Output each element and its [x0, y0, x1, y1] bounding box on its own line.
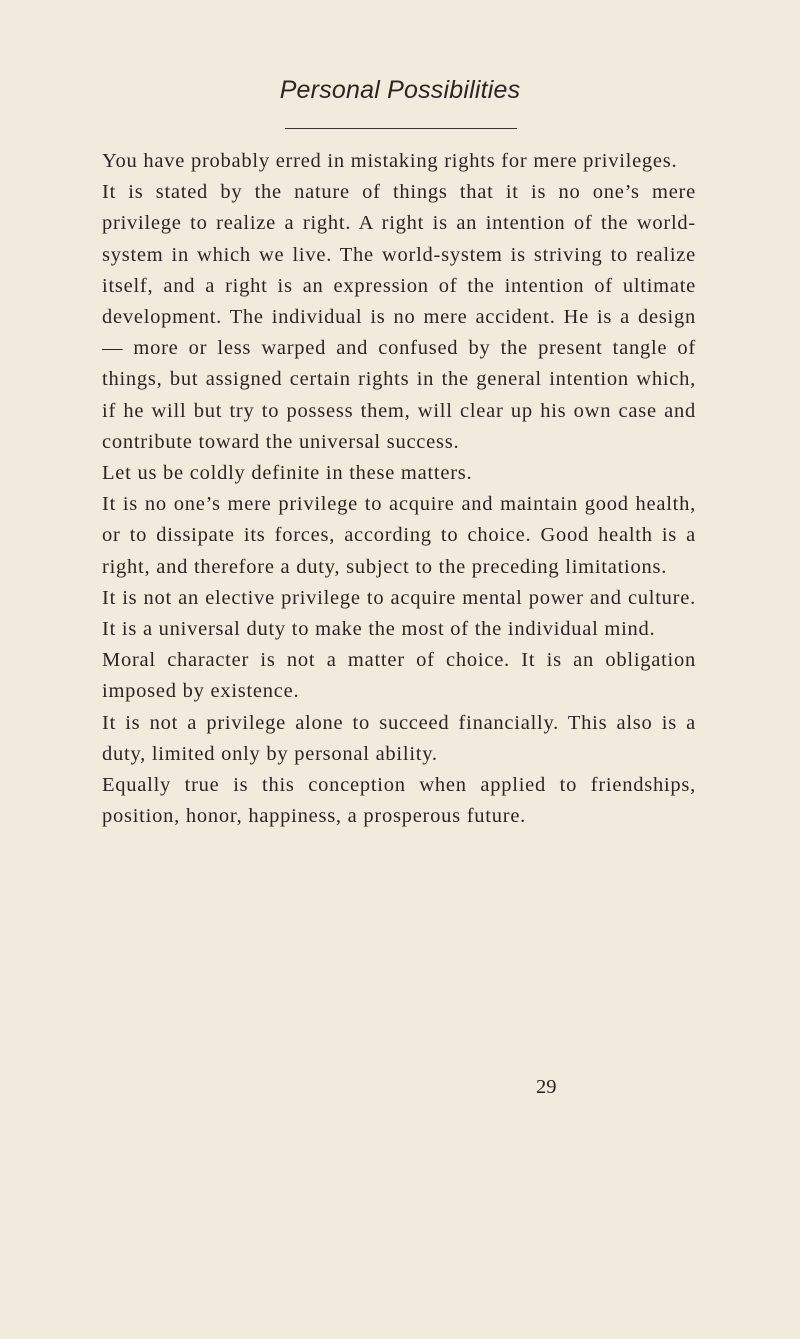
page-number: 29 [536, 1076, 557, 1098]
paragraph: It is not an elective privilege to acquire mental power and culture. It is a universal duty to make the most of the individual mind. [102, 586, 696, 641]
paragraph: Let us be coldly definite in these matters. [102, 462, 473, 485]
paragraph: It is not a privilege alone to succeed financially. This also is a duty, limited only by personal ability. [102, 711, 696, 765]
running-head: Personal Possibilities [279, 76, 521, 104]
paragraph: It is stated by the nature of things that it is no one’s mere privilege to realize a right. A right is an intention of the world-system in which we live. The world-system is striving to realize itself, and a right is an expression of the intention of ultimate development. The individual is no mere accident. He is a design — more or less warped and confused by the present tangle of things, but assigned certain rights in the general intention which, if he will but try to possess them, will clear up his own case and contribute toward the universal success. [102, 181, 696, 453]
paragraph: You have probably erred in mistaking rights for mere privileges. [102, 150, 678, 172]
paragraph: It is no one’s mere privilege to acquire and maintain good health, or to dissipate its forces, according to choice. Good health is a right, and therefore a duty, subject to the preceding limitations. [102, 493, 696, 578]
paragraph: Moral character is not a matter of choice. It is an obligation imposed by existence. [102, 649, 696, 703]
header-rule [285, 128, 517, 129]
body-text [102, 146, 696, 832]
paragraph: Equally true is this conception when applied to friendships, position, honor, happiness, a prosperous future. [102, 774, 696, 828]
